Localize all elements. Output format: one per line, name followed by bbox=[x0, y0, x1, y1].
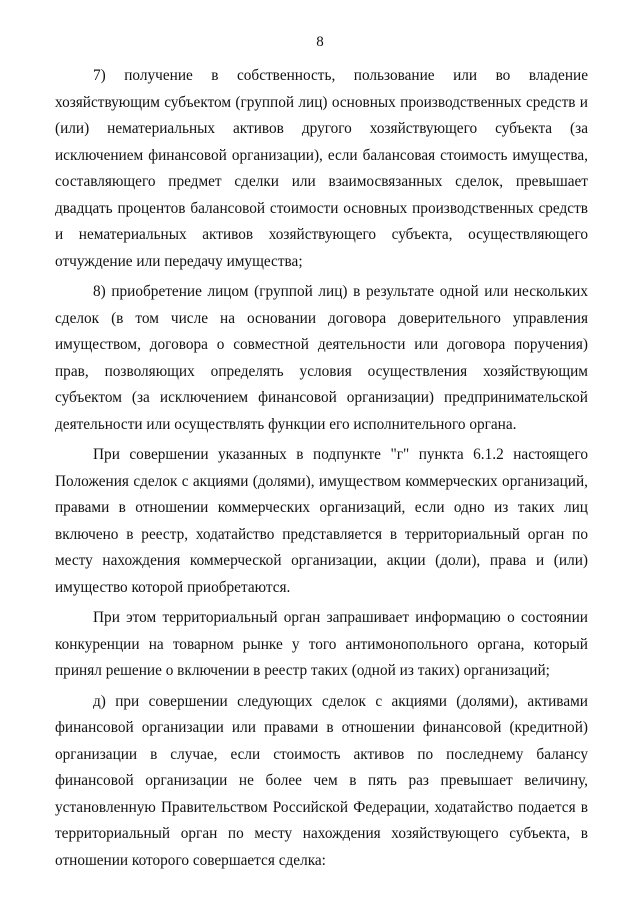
paragraph-information-request: При этом территориальный орган запрашивает информацию о состоянии конкуренции на товарном рынке у того антимонопольного органа, который принял решение о включении в реестр таких (одной из таких) организаций; bbox=[55, 609, 588, 679]
paragraph-item-8: 8) приобретение лицом (группой лиц) в результате одной или нескольких сделок (в том числе на основании договора доверительного управления имуществом, договора о совместной деятельности или договора поручения) прав, позволяющих определять условия осуществления хозяйствующим субъектом (за исключением финансовой организации) предпринимательской деятельности или осуществлять функции его исполнительного органа. bbox=[55, 283, 588, 433]
paragraph-item-7: 7) получение в собственность, пользование или во владение хозяйствующим субъектом (группой лиц) основных производственных средств и (или) нематериальных активов другого хозяйствующего субъекта (за исключением финансовой организации), если балансовая стоимость имущества, составляющего предмет сделки или взаимосвязанных сделок, превышает двадцать процентов балансовой стоимости основных производственных средств и нематериальных активов хозяйствующего субъекта, осуществляющего отчуждение или передачу имущества; bbox=[55, 67, 588, 270]
document-body bbox=[55, 63, 588, 877]
paragraph-item-d: д) при совершении следующих сделок с акциями (долями), активами финансовой организации или правами в отношении финансовой (кредитной) организации в случае, если стоимость активов по последнему балансу финансовой организации не более чем в пять раз превышает величину, установленную Правительством Российской Федерации, ходатайство подается в территориальный орган по месту нахождения хозяйствующего субъекта, в отношении которого совершается сделка: bbox=[55, 692, 588, 869]
page-number: 8 bbox=[316, 34, 324, 50]
paragraph-filing-rule: При совершении указанных в подпункте "г" пункта 6.1.2 настоящего Положения сделок с акциями (долями), имуществом коммерческих организаций, правами в отношении коммерческих организаций, если одно из таких лиц включено в реестр, ходатайство представляется в территориальный орган по месту нахождения коммерческой организации, акции (доли), права и (или) имущество которой приобретаются. bbox=[55, 446, 588, 596]
